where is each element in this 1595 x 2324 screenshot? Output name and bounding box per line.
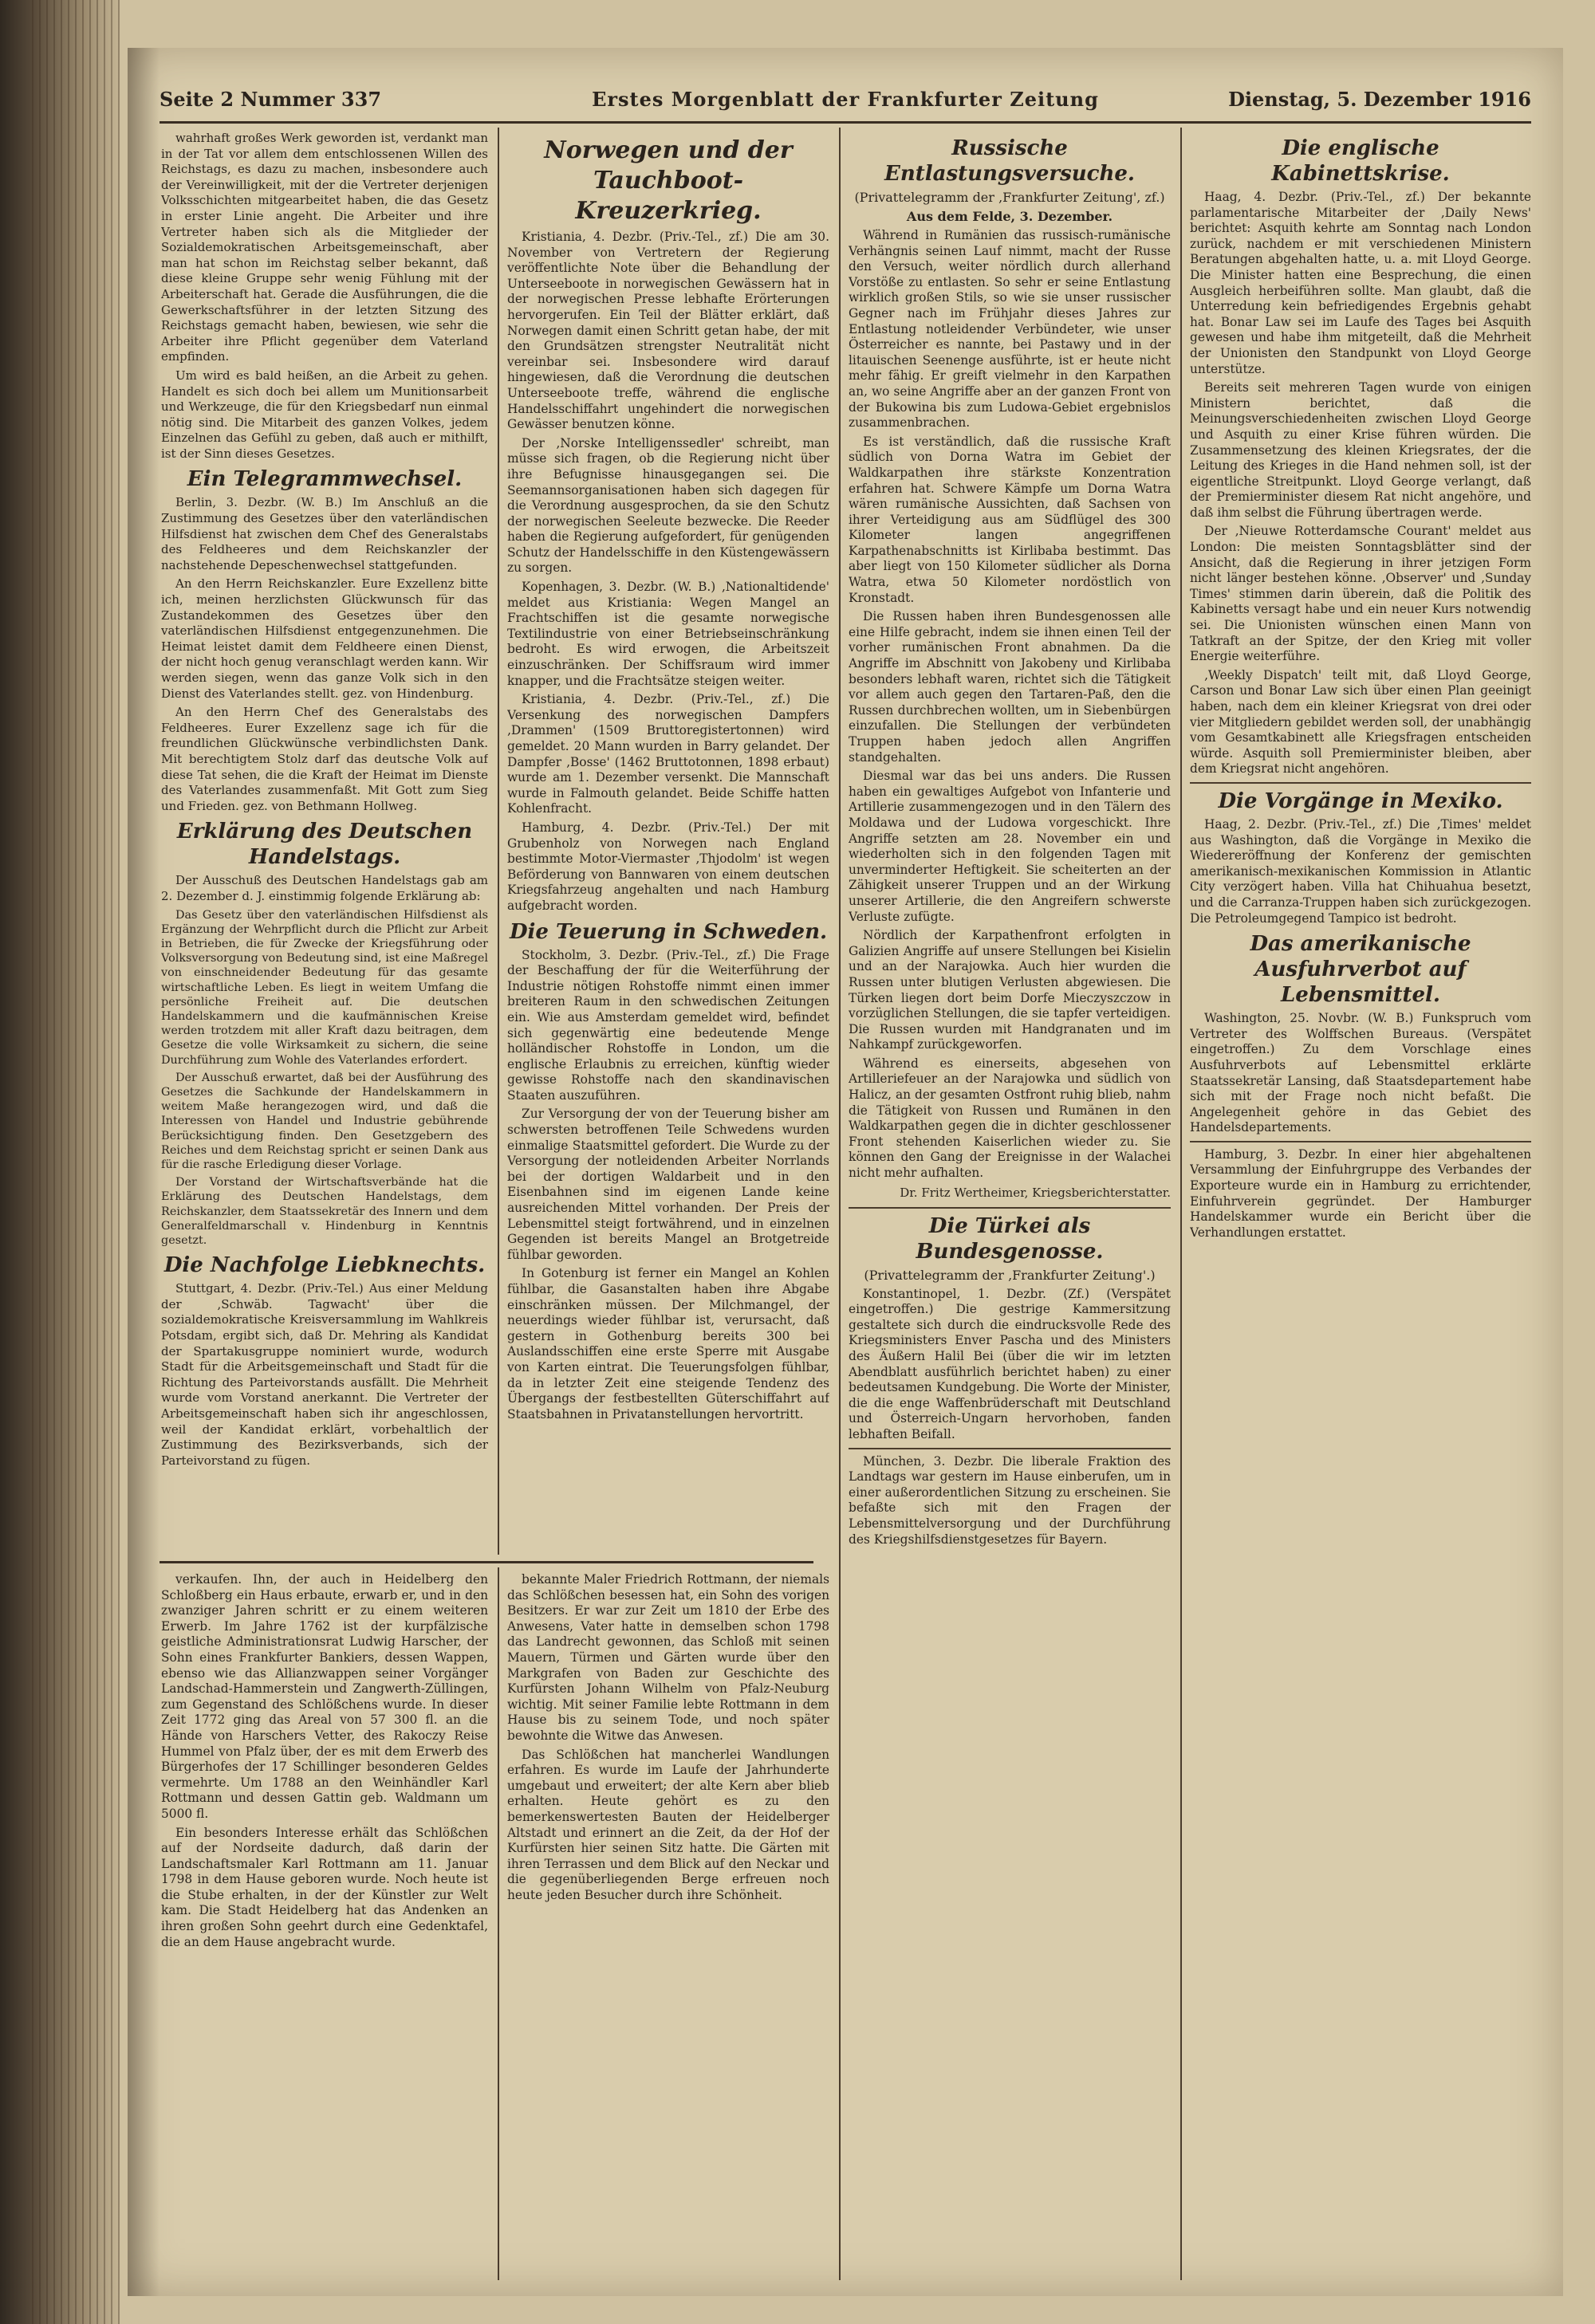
headline-ausfuhrverbot: Das amerikanische Ausfuhrverbot auf Lebensmittel. bbox=[1250, 932, 1471, 1008]
section-divider bbox=[849, 1207, 1171, 1209]
article-paragraph: Hamburg, 4. Dezbr. (Priv.-Tel.) Der mit Grubenholz von Norwegen nach England bestimmte Motor-Viermaster ‚Thjodolm' ist wegen Beförderung von Bannwaren von einem deutschen Kriegsfahrzeug angehalten und nach Hamburg aufgebracht worden. bbox=[507, 820, 829, 913]
article-paragraph: An den Herrn Reichskanzler. Eure Exzellenz bitte ich, meinen herzlichsten Glückwunsch für das Zustandekommen des Gesetzes über den vaterländischen Hilfsdienst entgegenzunehmen. Die Heimat leistet damit dem Feldheere einen Dienst, der nicht hoch genug veranschlagt werden kann. Wir werden siegen, wenn das ganze Volk sich in den Dienst des Vaterlandes stellt. gez. von Hindenburg. bbox=[161, 576, 488, 701]
article-paragraph: ‚Weekly Dispatch' teilt mit, daß Lloyd George, Carson und Bonar Law sich über einen Plan geeinigt haben, nach dem ein kleiner Kriegsrat von drei oder vier Mitgliedern gebildet werden soll, der unabhängig vom Gesamtkabinett alle Kriegsfragen entscheiden würde. Asquith soll Premierminister bleiben, aber dem Kriegsrat nicht angehören. bbox=[1190, 667, 1531, 777]
article-paragraph: Konstantinopel, 1. Dezbr. (Zf.) (Verspätet eingetroffen.) Die gestrige Kammersitzung gestaltete sich durch die eindrucksvolle Rede des Kriegsministers Enver Pascha und des Ministers des Äußern Halil Bei (über die wir im letzten Abendblatt ausführlich berichtet haben) zu einer bedeutsamen Kundgebung. Die Worte der Minister, die die enge Waffenbrüderschaft mit Deutschland und Österreich-Ungarn hervorhoben, fanden lebhaften Beifall. bbox=[849, 1286, 1171, 1441]
source-note: (Privattelegramm der ‚Frankfurter Zeitung', zf.) bbox=[854, 190, 1165, 205]
section-divider bbox=[1190, 782, 1531, 784]
article-paragraph: Haag, 4. Dezbr. (Priv.-Tel., zf.) Der bekannte parlamentarische Mitarbeiter der ‚Daily News' berichtet: Asquith kehrte am Sonntag nach London zurück, nachdem er mit verschiedenen Ministern Beratungen abgehalten hatte, u. a. mit Lloyd George. Die Minister hatten eine Besprechung, die einen Ausgleich herbeiführen sollte. Man glaubt, daß die Unterredung kein befriedigendes Ergebnis gehabt hat. Bonar Law sei im Laufe des Tages bei Asquith gewesen und habe ihm mitgeteilt, daß die Mehrheit der Unionisten den Standpunkt von Lloyd George unterstütze. bbox=[1190, 190, 1531, 376]
column-rule-1 bbox=[498, 128, 499, 1555]
article-paragraph: Der ‚Norske Intelligenssedler' schreibt, man müsse sich fragen, ob die Regierung nicht über ihre Befugnisse hinausgegangen sei. Die Seemannsorganisationen haben sich dagegen für die Verordnung ausgesprochen, da sie den Schutz der norwegischen Seeleute bezwecke. Die Reeder haben die Regierung aufgefordert, für genügenden Schutz der Handelsschiffe in den Küstengewässern zu sorgen. bbox=[507, 435, 829, 576]
article-paragraph: wahrhaft großes Werk geworden ist, verdankt man in der Tat vor allem dem entschlossenen Willen des Reichstags, es dazu zu machen, insbesondere auch der Vereinwilligkeit, mit der die Vertreter derjenigen Volksschichten mitgearbeitet haben, die das Gesetz in erster Linie angeht. Die Arbeiter und ihre Vertreter haben sich als die Mitglieder der Sozialdemokratischen Arbeitsgemeinschaft, aber man hat schon im Reichstag selber bekannt, daß diese kleine Gruppe sehr wenig Fühlung mit der Arbeiterschaft hat. Gerade die Ausführungen, die die Gewerkschaftsführer in der letzten Sitzung des Reichstags gemacht haben, bewiesen, wie sehr die Arbeiter ihre Pflicht gegenüber dem Vaterland empfinden. bbox=[161, 131, 488, 364]
page-number: Seite 2 Nummer 337 bbox=[160, 88, 382, 111]
headline-mexiko: Die Vorgänge in Mexiko. bbox=[1218, 788, 1503, 813]
column-rule-bottom bbox=[498, 1567, 499, 2280]
column-2 bbox=[507, 131, 829, 1550]
article-paragraph: Bereits seit mehreren Tagen wurde von einigen Ministern berichtet, daß die Meinungsverschiedenheiten zwischen Lloyd George und Asquith zu einer Krise führen würden. Die Zusammensetzung des kleinen Kriegsrates, der die Leitung des Krieges in die Hand nehmen soll, ist der eigentliche Streitpunkt. Lloyd George verlangt, daß der Premierminister diesem Rat nicht angehöre, und daß ihm selbst die Führung übertragen werde. bbox=[1190, 380, 1531, 520]
column-rule-3 bbox=[1180, 128, 1182, 2280]
masthead bbox=[160, 88, 1531, 120]
author-signature: Dr. Fritz Wertheimer, Kriegsberichterstatter. bbox=[900, 1185, 1171, 1200]
article-paragraph: An den Herrn Chef des Generalstabs des Feldheeres. Eurer Exzellenz sage ich für die freundlichen Glückwünsche verbindlichsten Dank. Mit berechtigtem Stolz darf das deutsche Volk auf diese Tat sehen, die die Kraft der Heimat im Dienste des Vaterlandes zusammenfaßt. Mit Gott zum Sieg und Frieden. gez. von Bethmann Hollweg. bbox=[161, 705, 488, 813]
dateline: Aus dem Felde, 3. Dezember. bbox=[906, 209, 1113, 224]
article-paragraph: Stuttgart, 4. Dezbr. (Priv.-Tel.) Aus einer Meldung der ‚Schwäb. Tagwacht' über die sozialdemokratische Kreisversammlung im Wahlkreis Potsdam, ergibt sich, daß Dr. Mehring als Kandidat der Spartakusgruppe nominiert wurde, wodurch Stadt für die Arbeitsgemeinschaft und Stadt für die Richtung des Parteivorstands ausfällt. Die Mehrheit wurde vom Vorstand anerkannt. Die Vertreter der Arbeitsgemeinschaft haben sich ihr angeschlossen, weil der Kandidat erklärt, vorbehaltlich der Zustimmung des Bezirksverbands, sich der Parteivorstand zu fügen. bbox=[161, 1281, 488, 1468]
article-paragraph: Kristiania, 4. Dezbr. (Priv.-Tel., zf.) Die Versenkung des norwegischen Dampfers ‚Drammen' (1509 Bruttoregistertonnen) wird gemeldet. 20 Mann wurden in Barry gelandet. Der Dampfer ‚Bosse' (1462 Bruttotonnen, 1898 erbaut) wurde am 1. Dezember versenkt. Die Mannschaft wurde in Falmouth gelandet. Beide Schiffe hatten Kohlenfracht. bbox=[507, 692, 829, 816]
issue-date: Dienstag, 5. Dezember 1916 bbox=[1228, 88, 1531, 111]
article-paragraph: Der ‚Nieuwe Rotterdamsche Courant' meldet aus London: Die meisten Sonntagsblätter sind der Ansicht, daß die Regierung in ihrer jetzigen Form nicht länger bestehen könne. ‚Observer' und ‚Sunday Times' stimmen darin überein, daß die Politik des Kabinetts versagt habe und ein neuer Kurs notwendig sei. Die Unionisten wünschen einen Mann von Tatkraft an der Spitze, der den Krieg mit voller Energie weiterführe. bbox=[1190, 524, 1531, 664]
headline-tuerkei: Die Türkei als Bundesgenosse. bbox=[916, 1213, 1104, 1264]
section-divider bbox=[849, 1448, 1171, 1449]
column-1 bbox=[161, 131, 488, 1550]
article-paragraph: Zur Versorgung der von der Teuerung bisher am schwersten betroffenen Teile Schwedens wurden einmalige Staatsmittel gefordert. Die Wurde zu der Versorgung der notleidenden Arbeiter Norrlands bei der dortigen Waldarbeit und in den Eisenbahnen sind im eigenen Lande keine ausreichenden Mittel vorhanden. Der Preis der Lebensmittel steigt fortwährend, und in einzelnen Gegenden ist bereits Mangel an Brotgetreide fühlbar geworden. bbox=[507, 1107, 829, 1262]
feuilleton-column-left bbox=[161, 1572, 488, 2274]
page-gutter-shadow bbox=[128, 48, 160, 2296]
headline-telegrammwechsel: Ein Telegrammwechsel. bbox=[187, 467, 463, 492]
newspaper-page bbox=[128, 48, 1563, 2296]
article-paragraph: Berlin, 3. Dezbr. (W. B.) Im Anschluß an die Zustimmung des Gesetzes über den vaterländischen Hilfsdienst hat zwischen dem Chef des Generalstabs des Feldheeres und dem Reichskanzler der nachstehende Depeschenwechsel stattgefunden. bbox=[161, 495, 488, 572]
article-paragraph: Während es einerseits, abgesehen von Artilleriefeuer an der Narajowka und südlich von Halicz, an der gesamten Ostfront ruhig blieb, nahm die Tätigkeit von Russen und Rumänen in den Waldkarpathen gegen die in dichter geschlossener Front stehenden Kaiserlichen wieder zu. Sie können den Gang der Ereignisse in der Walachei nicht mehr aufhalten. bbox=[849, 1056, 1171, 1181]
article-paragraph: Der Ausschuß erwartet, daß bei der Ausführung des Gesetzes die Sachkunde der Handelskammern in weitem Maße herangezogen wird, und daß die Interessen von Handel und Industrie gebührende Berücksichtigung finden. Den Gesetzgebern des Reiches und dem Reichstag spricht er seinen Dank aus für die rasche Erledigung dieser Vorlage. bbox=[161, 1071, 488, 1171]
headline-teuerung: Die Teuerung in Schweden. bbox=[509, 919, 828, 944]
article-paragraph: Um wird es bald heißen, an die Arbeit zu gehen. Handelt es sich doch bei allem um Munitionsarbeit und Werkzeuge, die für den Kriegsbedarf nun einmal nötig sind. Die Mitarbeit des ganzen Volkes, jedem Einzelnen das Gefühl zu geben, daß auch er mithilft, ist der Sinn dieses Gesetzes. bbox=[161, 368, 488, 461]
article-paragraph: Das Gesetz über den vaterländischen Hilfsdienst als Ergänzung der Wehrpflicht durch die Pflicht zur Arbeit in Betrieben, die für Zwecke der Kriegsführung oder Volksversorgung von Bedeutung sind, ist eine Maßregel von einschneidender Bedeutung für das gesamte wirtschaftliche Leben. Es liegt in weitem Umfang die persönliche Freiheit auf. Die deutschen Handelskammern und die kaufmännischen Kreise werden trotzdem mit aller Kraft dazu beitragen, dem Gesetze die volle Wirksamkeit zu sichern, die seine Durchführung zum Wohle des Vaterlandes erfordert. bbox=[161, 908, 488, 1067]
article-paragraph: Hamburg, 3. Dezbr. In einer hier abgehaltenen Versammlung der Einfuhrgruppe des Verbandes der Exporteure wurde ein in Hamburg zu errichtender, Einfuhrverein gegründet. Der Hamburger Handelskammer wurde ein Bericht über die Verhandlungen erstattet. bbox=[1190, 1146, 1531, 1240]
article-paragraph: Kristiania, 4. Dezbr. (Priv.-Tel., zf.) Die am 30. November von Vertretern der Regierung veröffentlichte Note über die Behandlung der Unterseeboote in norwegischen Gewässern hat in der norwegischen Presse lebhafte Erörterungen hervorgerufen. Ein Teil der Blätter erklärt, daß Norwegen damit einen Schritt getan habe, der mit den Grundsätzen strengster Neutralität nicht vereinbar sei. Insbesondere wird darauf hingewiesen, daß die Verordnung die deutschen Unterseeboote treffe, während die englische Handelsschiffahrt ungehindert die norwegischen Gewässer benutzen könne. bbox=[507, 230, 829, 432]
article-paragraph: Stockholm, 3. Dezbr. (Priv.-Tel., zf.) Die Frage der Beschaffung der für die Weiterführung der Industrie nötigen Rohstoffe nimmt einen immer breiteren Raum in den schwedischen Zeitungen ein. Wie aus Amsterdam gemeldet wird, befindet sich gegenwärtig eine bedeutende Menge holländischer Rohstoffe in London, um die englische Erlaubnis zu erreichen, künftig wieder gewisse Rohstoffe nach den skandinavischen Staaten auszuführen. bbox=[507, 947, 829, 1103]
article-paragraph: Der Ausschuß des Deutschen Handelstags gab am 2. Dezember d. J. einstimmig folgende Erklärung ab: bbox=[161, 873, 488, 903]
masthead-rule bbox=[160, 121, 1531, 124]
headline-kabinettskrise: Die englische Kabinettskrise. bbox=[1271, 136, 1450, 186]
binding-page-edges bbox=[32, 0, 120, 2324]
article-paragraph: Der Vorstand der Wirtschaftsverbände hat die Erklärung des Deutschen Handelstags, dem Reichskanzler, dem Staatssekretär des Innern und dem Generalfeldmarschall v. Hindenburg in Kenntnis gesetzt. bbox=[161, 1176, 488, 1247]
article-paragraph: Diesmal war das bei uns anders. Die Russen haben ein gewaltiges Aufgebot von Infanterie und Artillerie zusammengezogen und in den Tälern des Moldawa und der Ludowa vorgeschickt. Ihre Angriffe setzten am 28. November ein und wiederholten sich in den folgenden Tagen mit unverminderter Heftigkeit. Sie scheiterten an der Zähigkeit unserer Truppen und an der Wirkung unserer Artillerie, die den Angreifern schwerste Verluste zufügte. bbox=[849, 769, 1171, 924]
article-paragraph: Kopenhagen, 3. Dezbr. (W. B.) ‚Nationaltidende' meldet aus Kristiania: Wegen Mangel an Frachtschiffen ist die gesamte norwegische Textilindustrie von einer Betriebseinschränkung bedroht. Es wird erwogen, die Arbeitszeit einzuschränken. Der Schiffsraum wird immer knapper, und die Frachtsätze steigen weiter. bbox=[507, 580, 829, 688]
article-paragraph: Während in Rumänien das russisch-rumänische Verhängnis seinen Lauf nimmt, macht der Russe den Versuch, weiter nördlich durch allerhand Vorstöße zu entlasten. So sehr er seine Entlastung wirklich großen Stils, so wie sie unser russischer Gegner nach im Frühjahr dieses Jahres zur Entlastung notleidender Verbündeter, wie unser Österreicher es nannte, bei Pastawy und in der litauischen Seenenge ausführte, ist er heute nicht mehr fähig. Er greift vielmehr in den Karpathen an, wo seine Angriffe aber an der ganzen Front von der Bukowina bis zum Ludowa-Gebiet ergebnislos zusammenbrachen. bbox=[849, 228, 1171, 431]
feuilleton-paragraph: Ein besonders Interesse erhält das Schlößchen auf der Nordseite dadurch, daß darin der Landschaftsmaler Karl Rottmann am 11. Januar 1798 in dem Hause geboren wurde. Noch heute ist die Stube erhalten, in der der Künstler zur Welt kam. Die Stadt Heidelberg hat das Andenken an ihren großen Sohn geehrt durch eine Gedenktafel, die an dem Hause angebracht wurde. bbox=[161, 1825, 488, 1949]
column-4 bbox=[1190, 131, 1531, 2275]
column-3 bbox=[849, 131, 1171, 2275]
article-paragraph: Washington, 25. Novbr. (W. B.) Funkspruch vom Vertreter des Wolffschen Bureaus. (Verspätet eingetroffen.) Zu dem Vorschlage eines Ausfuhrverbots auf Lebensmittel erklärte Staatssekretär Lansing, daß Staatsdepartement habe sich mit der Frage noch nicht befaßt. Die Angelegenheit gehöre in das Gebiet des Handelsdepartements. bbox=[1190, 1011, 1531, 1135]
headline-russland: Russische Entlastungsversuche. bbox=[884, 136, 1135, 186]
article-paragraph: Es ist verständlich, daß die russische Kraft südlich von Dorna Watra im Gebiet der Waldkarpathen ihre stärkste Konzentration erfahren hat. Schwere Kämpfe um Dorna Watra wären rumänische Aussichten, daß Sachsen von ihrer Verteidigung aus am Südflügel des 300 Kilometer langen angegriffenen Karpathenabschnitts ist Kirlibaba bestimmt. Das aber liegt von 150 Kilometer südlicher als Dorna Watra, etwa 50 Kilometer nordöstlich von Kronstadt. bbox=[849, 434, 1171, 605]
headline-liebknecht: Die Nachfolge Liebknechts. bbox=[163, 1253, 486, 1278]
article-paragraph: München, 3. Dezbr. Die liberale Fraktion des Landtags war gestern im Hause einberufen, um in einer außerordentlichen Sitzung zu erscheinen. Sie befaßte sich mit den Fragen der Lebensmittelversorgung und der Durchführung des Kriegshilfsdienstgesetzes für Bayern. bbox=[849, 1453, 1171, 1547]
section-divider bbox=[1190, 1141, 1531, 1142]
column-rule-2 bbox=[839, 128, 841, 2280]
feuilleton-column-middle bbox=[507, 1572, 829, 2274]
feuilleton-paragraph: Das Schlößchen hat mancherlei Wandlungen erfahren. Es wurde im Laufe der Jahrhunderte umgebaut und erweitert; der alte Kern aber blieb erhalten. Heute gehört es zu den bemerkenswertesten Bauten der Heidelberger Altstadt und erinnert an die Zeit, da der Hof der Kurfürsten hier seinen Sitz hatte. Die Gärten mit ihren Terrassen und dem Blick auf den Neckar und die gegenüberliegenden Berge erfreuen noch heute jeden Besucher durch ihre Schönheit. bbox=[507, 1747, 829, 1902]
source-note: (Privattelegramm der ‚Frankfurter Zeitung'.) bbox=[864, 1267, 1156, 1283]
headline-handelstag: Erklärung des Deutschen Handelstags. bbox=[176, 820, 473, 870]
article-paragraph: Die Russen haben ihren Bundesgenossen alle eine Hilfe gebracht, indem sie ihnen einen Teil der vorher rumänischen Front abnahmen. Da die Angriffe im Abschnitt von Jakobeny und Kirlibaba besonders lebhaft waren, richtet sich die Tätigkeit vor allem auch gegen den Tartaren-Paß, den die Russen durchbrechen wollten, um in Siebenbürgen einzufallen. Die Stellungen der verbündeten Truppen haben jedoch allen Angriffen standgehalten. bbox=[849, 609, 1171, 765]
headline-norwegen: Norwegen und der Tauchboot-Kreuzerkrieg. bbox=[544, 136, 793, 225]
feuilleton-rule bbox=[160, 1561, 813, 1563]
feuilleton-paragraph: bekannte Maler Friedrich Rottmann, der niemals das Schlößchen besessen hat, ein Sohn des vorigen Besitzers. Er war zur Zeit um 1810 der Erbe des Anwesens, Vater hatte in demselben schon 1798 das Landrecht gewonnen, das Schloß mit seinen Mauern, Türmen und Gärten wurde über den Markgrafen von Baden zur Geschichte des Kurfürsten Johann Wilhelm von Pfalz-Neuburg wichtig. Mit seiner Familie lebte Rottmann in dem Hause bis zu seinem Tode, und noch später bewohnte die Witwe das Anwesen. bbox=[507, 1572, 829, 1743]
article-paragraph: Haag, 2. Dezbr. (Priv.-Tel., zf.) Die ‚Times' meldet aus Washington, daß die Vorgänge in Mexiko die Wiedereröffnung der Konferenz der gemischten amerikanisch-mexikanischen Kommission in Atlantic City verzögert haben. Villa hat Chihuahua besetzt, und die Carranza-Truppen haben sich zurückgezogen. Die Petroleumgegend Tampico ist bedroht. bbox=[1190, 816, 1531, 926]
feuilleton-paragraph: verkaufen. Ihn, der auch in Heidelberg den Schloßberg ein Haus erbaute, erwarb er, und in den zwanziger Jahren schritt er zu einem weiteren Erwerb. Im Jahre 1762 ist der kurpfälzische geistliche Administrationsrat Ludwig Harscher, der Sohn eines Frankfurter Bankiers, dessen Wappen, ebenso wie das Allianzwappen seiner Vorgänger Landschad-Hammerstein und Zangwerth-Züllingen, zum Gegenstand des Schlößchens wurde. In dieser Zeit 1772 ging das Areal von 57 300 fl. an die Hände von Harschers Vetter, des Rakoczy Reise Hummel von Pfalz über, der es mit dem Erwerb des Bürgerhofes der 17 Schillinger besonderen Geldes vermehrte. Um 1788 an den Weinhändler Karl Rottmann und dessen Gattin geb. Waldmann um 5000 fl. bbox=[161, 1572, 488, 1821]
newspaper-title: Erstes Morgenblatt der Frankfurter Zeitung bbox=[592, 88, 1099, 111]
article-paragraph: Nördlich der Karpathenfront erfolgten in Galizien Angriffe auf unsere Stellungen bei Kisielin und an der Narajowka. Auch hier wurden die Russen unter blutigen Verlusten abgewiesen. Die Türken liegen dort beim Dorfe Mieczyszczow in vorzüglichen Stellungen, die sie tapfer verteidigen. Die Russen wurden mit Handgranaten und im Nahkampf zurückgeworfen. bbox=[849, 928, 1171, 1052]
article-paragraph: In Gotenburg ist ferner ein Mangel an Kohlen fühlbar, die Gasanstalten haben ihre Abgabe einschränken müssen. Der Milchmangel, der neuerdings wieder fühlbar ist, verursacht, daß gestern in Gothenburg bereits 300 bei Auslandsschiffen eine erste Sperre mit Ausgabe von Karten eintrat. Die Teuerungsfolgen fühlbar, da in letzter Zeit eine steigende Tendenz des Übergangs der festbestellten Güterschiffahrt auf Staatsbahnen in Privatanstellungen hervortritt. bbox=[507, 1266, 829, 1422]
